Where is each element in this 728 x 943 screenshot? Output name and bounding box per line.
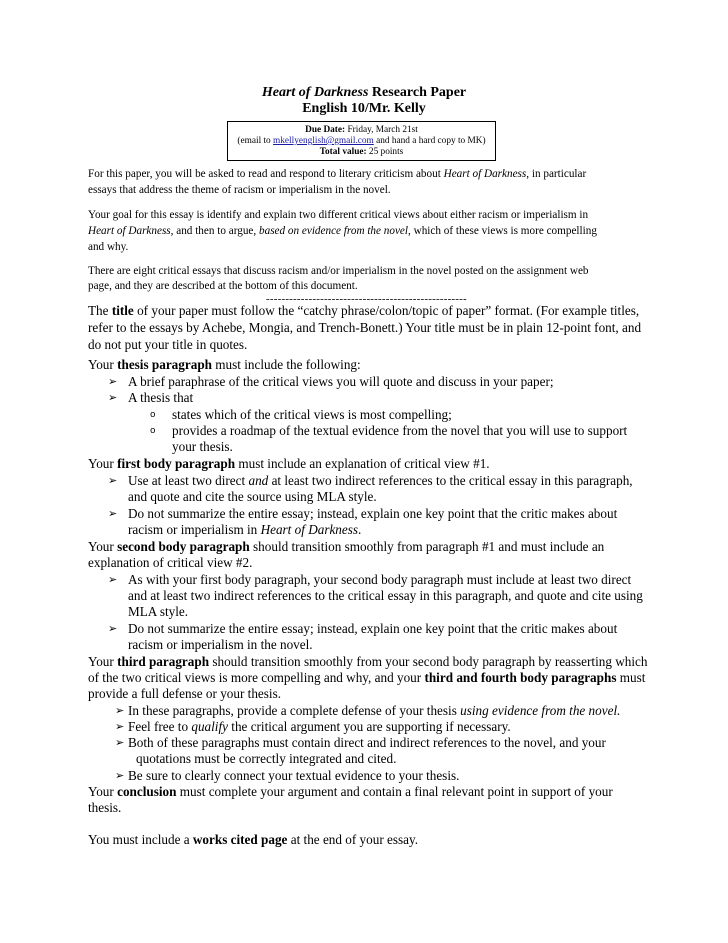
second-body-b2-line1: Do not summarize the entire essay; instead, explain one key point that the critic makes about [128,621,618,636]
arrow-bullet-icon: ➢ [115,704,125,717]
second-body-heading: Your second body paragraph should transition smoothly from paragraph #1 and must include an [88,539,605,554]
thesis-bullet1: A brief paraphrase of the critical views you will quote and discuss in your paper; [128,374,554,389]
course-line: English 10/Mr. Kelly [302,101,426,116]
first-body-b1-line2: and quote and cite the source using MLA style. [128,489,377,504]
second-body-b1-line2: and at least two indirect references to the critical essay in this paragraph, and quote and cite using [128,588,643,603]
title-line3: do not put your title in quotes. [88,337,248,352]
third-b4: Be sure to clearly connect your textual evidence to your thesis. [128,768,460,783]
first-body-heading: Your first body paragraph must include an explanation of critical view #1. [88,456,490,471]
title-line2: refer to the essays by Achebe, Mongia, and Trench-Bonett.) Your title must be in plain 12-point font, and [88,320,642,335]
intro-p2-line1: Your goal for this essay is identify and explain two different critical views about either racism or imperialism in [88,209,589,221]
first-body-b2-line2: racism or imperialism in Heart of Darkness. [128,522,362,537]
document-title: Heart of Darkness Research Paper [261,85,467,100]
works-cited-line: You must include a works cited page at the end of your essay. [88,832,419,847]
second-body-line2: explanation of critical view #2. [88,555,253,570]
thesis-bullet2: A thesis that [128,390,194,405]
arrow-bullet-icon: ➢ [108,622,118,635]
second-body-b2-line2: racism or imperialism in the novel. [128,637,313,652]
email-link[interactable]: mkellyenglish@gmail.com [273,136,374,146]
third-b1: In these paragraphs, provide a complete defense of your thesis using evidence from the novel. [128,703,621,718]
due-date-line: Due Date: Friday, March 21st [305,125,418,135]
arrow-bullet-icon: ➢ [115,720,125,733]
intro-p2-line3: and why. [88,241,129,253]
arrow-bullet-icon: ➢ [115,769,125,782]
third-b3-line2: quotations must be correctly integrated and cited. [136,751,397,766]
second-body-b1-line1: As with your first body paragraph, your second body paragraph must include at least two direct [128,572,632,587]
intro-p2-line2: Heart of Darkness, and then to argue, based on evidence from the novel, which of these views is more compelling [88,225,597,237]
arrow-bullet-icon: ➢ [108,375,118,388]
separator-dashes: ---------------------------------------------------- [266,293,467,305]
circle-bullet-icon: o [150,426,156,436]
title-line1: The title of your paper must follow the “catchy phrase/colon/topic of paper” format. (For example titles, [88,303,640,318]
intro-p3-line2: page, and they are described at the bottom of this document. [88,280,358,292]
second-body-b1-line3: MLA style. [128,604,189,619]
thesis-sub1: states which of the critical views is most compelling; [172,407,452,422]
thesis-sub2-line2: your thesis. [172,439,233,454]
intro-p1-line2: essays that address the theme of racism or imperialism in the novel. [88,184,391,196]
third-heading: Your third paragraph should transition smoothly from your second body paragraph by reasserting which [88,654,648,669]
first-body-b1-line1: Use at least two direct and at least two indirect references to the critical essay in this paragraph, [128,473,633,488]
third-b3-line1: Both of these paragraphs must contain direct and indirect references to the novel, and your [128,735,606,750]
conclusion-line1: Your conclusion must complete your argument and contain a final relevant point in support of your [88,784,613,799]
intro-p3-line1: There are eight critical essays that discuss racism and/or imperialism in the novel posted on the assignment web [88,265,589,277]
third-line3: provide a full defense or your thesis. [88,686,281,701]
due-date-box [227,121,496,161]
arrow-bullet-icon: ➢ [108,573,118,586]
arrow-bullet-icon: ➢ [108,391,118,404]
arrow-bullet-icon: ➢ [115,736,125,749]
email-line: (email to mkellyenglish@gmail.com and hand a hard copy to MK) [237,136,486,146]
arrow-bullet-icon: ➢ [108,474,118,487]
total-value-line: Total value: 25 points [319,147,404,157]
arrow-bullet-icon: ➢ [108,507,118,520]
circle-bullet-icon: o [150,410,156,420]
thesis-sub2-line1: provides a roadmap of the textual evidence from the novel that you will use to support [172,423,628,438]
intro-p1-line1: For this paper, you will be asked to read and respond to literary criticism about Heart of Darkness, in particular [88,168,587,180]
thesis-heading: Your thesis paragraph must include the following: [88,357,361,372]
third-b2: Feel free to qualify the critical argument you are supporting if necessary. [128,719,511,734]
first-body-b2-line1: Do not summarize the entire essay; instead, explain one key point that the critic makes about [128,506,618,521]
third-line2: of the two critical views is more compelling and why, and your third and fourth body paragraphs must [88,670,646,685]
conclusion-line2: thesis. [88,800,122,815]
